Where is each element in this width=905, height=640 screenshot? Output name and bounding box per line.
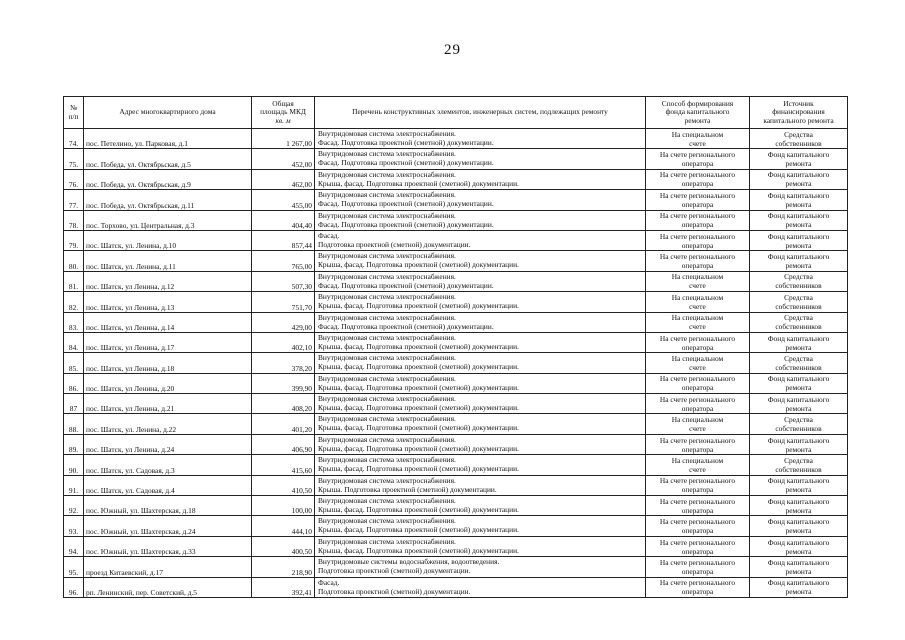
row-funding-source: Средства собственников	[750, 312, 848, 332]
row-works-line: Крыша, фасад. Подготовка проектной (сметной) документации.	[318, 382, 519, 392]
row-works-line: Внутридомовая система электроснабжения.	[318, 332, 456, 342]
row-works	[315, 577, 646, 597]
row-works	[315, 496, 646, 516]
page-number: 29	[444, 42, 461, 58]
row-area: 399,90	[252, 373, 315, 393]
row-works	[315, 169, 646, 189]
row-works-line: Внутридомовая система электроснабжения.	[318, 149, 456, 159]
row-works-line: Фасад. Подготовка проектной (сметной) документации.	[318, 219, 494, 229]
row-address: проезд Китаевский, д.17	[84, 557, 252, 577]
row-works	[315, 312, 646, 332]
row-works-line: Фасад. Подготовка проектной (сметной) документации.	[318, 138, 494, 147]
row-address: пос. Южный, ул. Шахтерская, д.24	[84, 516, 252, 536]
table-row	[64, 129, 848, 149]
row-funding-method: На счете регионального оператора	[646, 536, 750, 556]
row-works-line: Крыша, фасад. Подготовка проектной (сметной) документации.	[318, 403, 519, 413]
row-works-line: Внутридомовая система электроснабжения.	[318, 210, 456, 220]
row-works	[315, 516, 646, 536]
row-funding-source: Средства собственников	[750, 414, 848, 434]
row-area: 444,10	[252, 516, 315, 536]
row-works-line: Подготовка проектной (сметной) документации.	[318, 586, 471, 596]
row-works-line: Фасад. Подготовка проектной (сметной) документации.	[318, 321, 494, 331]
row-area: 401,20	[252, 414, 315, 434]
row-address: пос. Торхово, ул. Центральная, д.3	[84, 210, 252, 230]
table-row	[64, 475, 848, 495]
table-body	[64, 129, 848, 598]
row-number: 84.	[64, 332, 84, 352]
row-funding-source: Фонд капитального ремонта	[750, 149, 848, 169]
table-row	[64, 169, 848, 189]
row-works-line: Фасад. Подготовка проектной (сметной) документации.	[318, 199, 494, 209]
row-number: 78.	[64, 210, 84, 230]
row-works	[315, 210, 646, 230]
table-row	[64, 271, 848, 291]
table-row	[64, 210, 848, 230]
row-works-line: Внутридомовая система электроснабжения.	[318, 394, 456, 404]
row-works-line: Фасад.	[318, 577, 340, 587]
table-row	[64, 496, 848, 516]
row-address: пос. Шатск, ул. Ленина, д.22	[84, 414, 252, 434]
row-area: 857,44	[252, 230, 315, 250]
row-works-line: Фасад.	[318, 230, 340, 240]
row-works-line: Внутридомовые системы водоснабжения, водоотведения.	[318, 557, 500, 567]
row-funding-method: На счете регионального оператора	[646, 169, 750, 189]
row-number: 88.	[64, 414, 84, 434]
row-funding-source: Средства собственников	[750, 455, 848, 475]
row-works	[315, 557, 646, 577]
row-address: пос. Победа, ул. Октябрьская, д.9	[84, 169, 252, 189]
row-funding-method: На счете регионального оператора	[646, 149, 750, 169]
row-funding-source: Средства собственников	[750, 353, 848, 373]
header-num	[64, 97, 84, 129]
row-number: 85.	[64, 353, 84, 373]
row-works-line: Внутридомовая система электроснабжения.	[318, 496, 456, 506]
row-works	[315, 353, 646, 373]
row-funding-method: На счете регионального оператора	[646, 210, 750, 230]
row-works	[315, 190, 646, 210]
row-number: 83.	[64, 312, 84, 332]
row-area: 392,41	[252, 577, 315, 597]
table-row	[64, 353, 848, 373]
row-number: 91.	[64, 475, 84, 495]
row-works-line: Внутридомовая система электроснабжения.	[318, 169, 456, 179]
row-funding-source: Фонд капитального ремонта	[750, 394, 848, 414]
row-funding-method: На счете регионального оператора	[646, 475, 750, 495]
header-source	[750, 97, 848, 129]
row-number: 76.	[64, 169, 84, 189]
header-area-text: Общая площадь МКД	[260, 98, 306, 117]
row-address: пос. Шатск, ул Ленина, д.24	[84, 434, 252, 454]
row-works-line: Внутридомовая система электроснабжения.	[318, 353, 456, 363]
row-funding-source: Фонд капитального ремонта	[750, 373, 848, 393]
row-funding-method: На счете регионального оператора	[646, 373, 750, 393]
row-funding-method: На специальном счете	[646, 312, 750, 332]
row-works	[315, 394, 646, 414]
row-funding-source: Фонд капитального ремонта	[750, 496, 848, 516]
row-works-line: Внутридомовая система электроснабжения.	[318, 190, 456, 200]
table-row	[64, 394, 848, 414]
row-number: 95.	[64, 557, 84, 577]
row-area: 507,30	[252, 271, 315, 291]
row-works	[315, 292, 646, 312]
row-area: 1 267,00	[252, 129, 315, 149]
row-number: 74.	[64, 129, 84, 149]
row-works-line: Внутридомовая система электроснабжения.	[318, 434, 456, 444]
row-funding-method: На счете регионального оператора	[646, 332, 750, 352]
row-works	[315, 455, 646, 475]
header-method-text: Способ формирования фонда капитального ремонта	[661, 98, 734, 125]
row-funding-source: Фонд капитального ремонта	[750, 169, 848, 189]
table-row	[64, 536, 848, 556]
row-area: 404,40	[252, 210, 315, 230]
row-works-line: Подготовка проектной (сметной) документации.	[318, 239, 471, 249]
row-area: 100,00	[252, 496, 315, 516]
row-works	[315, 373, 646, 393]
row-funding-method: На счете регионального оператора	[646, 557, 750, 577]
row-funding-source: Фонд капитального ремонта	[750, 332, 848, 352]
row-funding-method: На счете регионального оператора	[646, 190, 750, 210]
row-number: 93.	[64, 516, 84, 536]
row-address: пос. Петелино, ул. Парковая, д.1	[84, 129, 252, 149]
row-works-line: Крыша, фасад. Подготовка проектной (сметной) документации.	[318, 260, 519, 270]
row-funding-source: Фонд капитального ремонта	[750, 230, 848, 250]
row-number: 89.	[64, 434, 84, 454]
row-area: 462,00	[252, 169, 315, 189]
table-row	[64, 251, 848, 271]
row-works-line: Внутридомовая система электроснабжения.	[318, 455, 456, 465]
row-works-line: Внутридомовая система электроснабжения.	[318, 475, 456, 485]
row-area: 408,20	[252, 394, 315, 414]
row-funding-source: Фонд капитального ремонта	[750, 577, 848, 597]
row-number: 75.	[64, 149, 84, 169]
row-works	[315, 332, 646, 352]
table-row	[64, 577, 848, 597]
row-address: пос. Шатск, ул. Ленина, д.11	[84, 251, 252, 271]
row-funding-source: Средства собственников	[750, 129, 848, 149]
row-works-line: Внутридомовая система электроснабжения.	[318, 414, 456, 424]
row-funding-method: На счете регионального оператора	[646, 496, 750, 516]
row-address: пос. Шатск, ул Ленина, д.14	[84, 312, 252, 332]
table-row	[64, 455, 848, 475]
row-funding-method: На специальном счете	[646, 455, 750, 475]
row-funding-source: Фонд капитального ремонта	[750, 251, 848, 271]
row-works	[315, 129, 646, 149]
table-row	[64, 332, 848, 352]
row-works-line: Крыша, фасад. Подготовка проектной (сметной) документации.	[318, 464, 519, 474]
row-works-line: Внутридомовая система электроснабжения.	[318, 516, 456, 526]
row-area: 415,60	[252, 455, 315, 475]
row-works-line: Крыша, фасад. Подготовка проектной (сметной) документации.	[318, 505, 519, 515]
table-row	[64, 434, 848, 454]
row-funding-method: На счете регионального оператора	[646, 434, 750, 454]
table-row	[64, 373, 848, 393]
table-row	[64, 230, 848, 250]
row-funding-source: Средства собственников	[750, 271, 848, 291]
row-works	[315, 271, 646, 291]
header-num-text: № п/п	[68, 103, 79, 121]
row-funding-method: На специальном счете	[646, 353, 750, 373]
row-works-line: Внутридомовая система электроснабжения.	[318, 129, 456, 138]
row-works-line: Подготовка проектной (сметной) документации.	[318, 566, 471, 576]
row-works-line: Внутридомовая система электроснабжения.	[318, 271, 456, 281]
row-funding-source: Фонд капитального ремонта	[750, 536, 848, 556]
row-funding-source: Фонд капитального ремонта	[750, 190, 848, 210]
row-address: рп. Ленинский, пер. Советский, д.5	[84, 577, 252, 597]
header-method	[646, 97, 750, 129]
row-area: 455,00	[252, 190, 315, 210]
row-funding-method: На специальном счете	[646, 271, 750, 291]
row-area: 402,10	[252, 332, 315, 352]
row-address: пос. Шатск, ул Ленина, д.17	[84, 332, 252, 352]
row-address: пос. Шатск, ул Ленина, д.18	[84, 353, 252, 373]
table-row	[64, 414, 848, 434]
table-row	[64, 557, 848, 577]
row-works	[315, 149, 646, 169]
table-row	[64, 190, 848, 210]
row-works-line: Фасад. Подготовка проектной (сметной) документации.	[318, 280, 494, 290]
row-address: пос. Южный, ул. Шахтерская, д.18	[84, 496, 252, 516]
row-address: пос. Шатск, ул. Ленина, д.10	[84, 230, 252, 250]
row-funding-method: На счете регионального оператора	[646, 394, 750, 414]
row-funding-method: На специальном счете	[646, 292, 750, 312]
row-works-line: Крыша, фасад. Подготовка проектной (сметной) документации.	[318, 423, 519, 433]
row-works-line: Крыша, фасад. Подготовка проектной (сметной) документации.	[318, 545, 519, 555]
row-works-line: Внутридомовая система электроснабжения.	[318, 312, 456, 322]
table-header-row	[64, 97, 848, 129]
row-area: 218,90	[252, 557, 315, 577]
row-address: пос. Шатск, ул Ленина, д.20	[84, 373, 252, 393]
row-funding-source: Фонд капитального ремонта	[750, 210, 848, 230]
row-funding-method: На счете регионального оператора	[646, 230, 750, 250]
row-funding-source: Фонд капитального ремонта	[750, 516, 848, 536]
row-funding-source: Фонд капитального ремонта	[750, 475, 848, 495]
row-address: пос. Шатск, ул. Садовая, д.4	[84, 475, 252, 495]
row-area: 765,00	[252, 251, 315, 271]
row-works	[315, 414, 646, 434]
row-area: 400,50	[252, 536, 315, 556]
header-works-text: Перечень конструктивных элементов, инженерных систем, подлежащих ремонту	[352, 107, 608, 117]
row-number: 80.	[64, 251, 84, 271]
row-area: 429,00	[252, 312, 315, 332]
row-address: пос. Победа, ул. Октябрьская, д.11	[84, 190, 252, 210]
row-works	[315, 536, 646, 556]
row-number: 77.	[64, 190, 84, 210]
row-funding-method: На счете регионального оператора	[646, 251, 750, 271]
row-number: 87	[64, 394, 84, 414]
row-number: 82.	[64, 292, 84, 312]
row-area: 378,20	[252, 353, 315, 373]
row-works	[315, 251, 646, 271]
row-works-line: Крыша, фасад. Подготовка проектной (сметной) документации.	[318, 178, 519, 188]
header-works	[315, 97, 646, 129]
row-area: 410,50	[252, 475, 315, 495]
row-works-line: Крыша, фасад. Подготовка проектной (сметной) документации.	[318, 301, 519, 311]
row-works	[315, 434, 646, 454]
header-address	[84, 97, 252, 129]
row-number: 86.	[64, 373, 84, 393]
row-funding-source: Средства собственников	[750, 292, 848, 312]
row-funding-method: На счете регионального оператора	[646, 577, 750, 597]
row-number: 79.	[64, 230, 84, 250]
row-funding-source: Фонд капитального ремонта	[750, 557, 848, 577]
row-area: 452,00	[252, 149, 315, 169]
header-address-text: Адрес многоквартирного дома	[119, 107, 216, 117]
row-area: 751,70	[252, 292, 315, 312]
row-number: 90.	[64, 455, 84, 475]
table-row	[64, 516, 848, 536]
row-number: 81.	[64, 271, 84, 291]
row-area: 406,90	[252, 434, 315, 454]
header-area-unit: кв. м	[275, 115, 291, 125]
row-number: 92.	[64, 496, 84, 516]
row-address: пос. Шатск, ул Ленина, д.12	[84, 271, 252, 291]
row-works-line: Крыша, фасад. Подготовка проектной (сметной) документации.	[318, 362, 519, 372]
row-works-line: Внутридомовая система электроснабжения.	[318, 373, 456, 383]
row-address: пос. Победа, ул. Октябрьская, д.5	[84, 149, 252, 169]
row-works-line: Внутридомовая система электроснабжения.	[318, 536, 456, 546]
row-address: пос. Шатск, ул Ленина, д.21	[84, 394, 252, 414]
row-works-line: Крыша. Подготовка проектной (сметной) документации.	[318, 484, 497, 494]
row-funding-method: На счете регионального оператора	[646, 516, 750, 536]
row-number: 94.	[64, 536, 84, 556]
row-works-line: Внутридомовая система электроснабжения.	[318, 251, 456, 261]
table-row	[64, 292, 848, 312]
row-funding-method: На специальном счете	[646, 414, 750, 434]
table-row	[64, 149, 848, 169]
row-funding-method: На специальном счете	[646, 129, 750, 149]
repair-program-table	[63, 96, 848, 598]
table-row	[64, 312, 848, 332]
header-area	[252, 97, 315, 129]
row-number: 96.	[64, 577, 84, 597]
row-works	[315, 475, 646, 495]
row-works-line: Крыша, фасад. Подготовка проектной (сметной) документации.	[318, 341, 519, 351]
row-address: пос. Южный, ул. Шахтерская, д.33	[84, 536, 252, 556]
row-works	[315, 230, 646, 250]
row-works-line: Крыша, фасад. Подготовка проектной (сметной) документации.	[318, 443, 519, 453]
row-works-line: Крыша, фасад. Подготовка проектной (сметной) документации.	[318, 525, 519, 535]
row-works-line: Внутридомовая система электроснабжения.	[318, 292, 456, 302]
row-funding-source: Фонд капитального ремонта	[750, 434, 848, 454]
row-address: пос. Шатск, ул. Садовая, д.3	[84, 455, 252, 475]
row-works-line: Фасад. Подготовка проектной (сметной) документации.	[318, 158, 494, 168]
header-source-text: Источник финансирования капитального ремонта	[763, 98, 834, 125]
row-address: пос. Шатск, ул Ленина, д.13	[84, 292, 252, 312]
